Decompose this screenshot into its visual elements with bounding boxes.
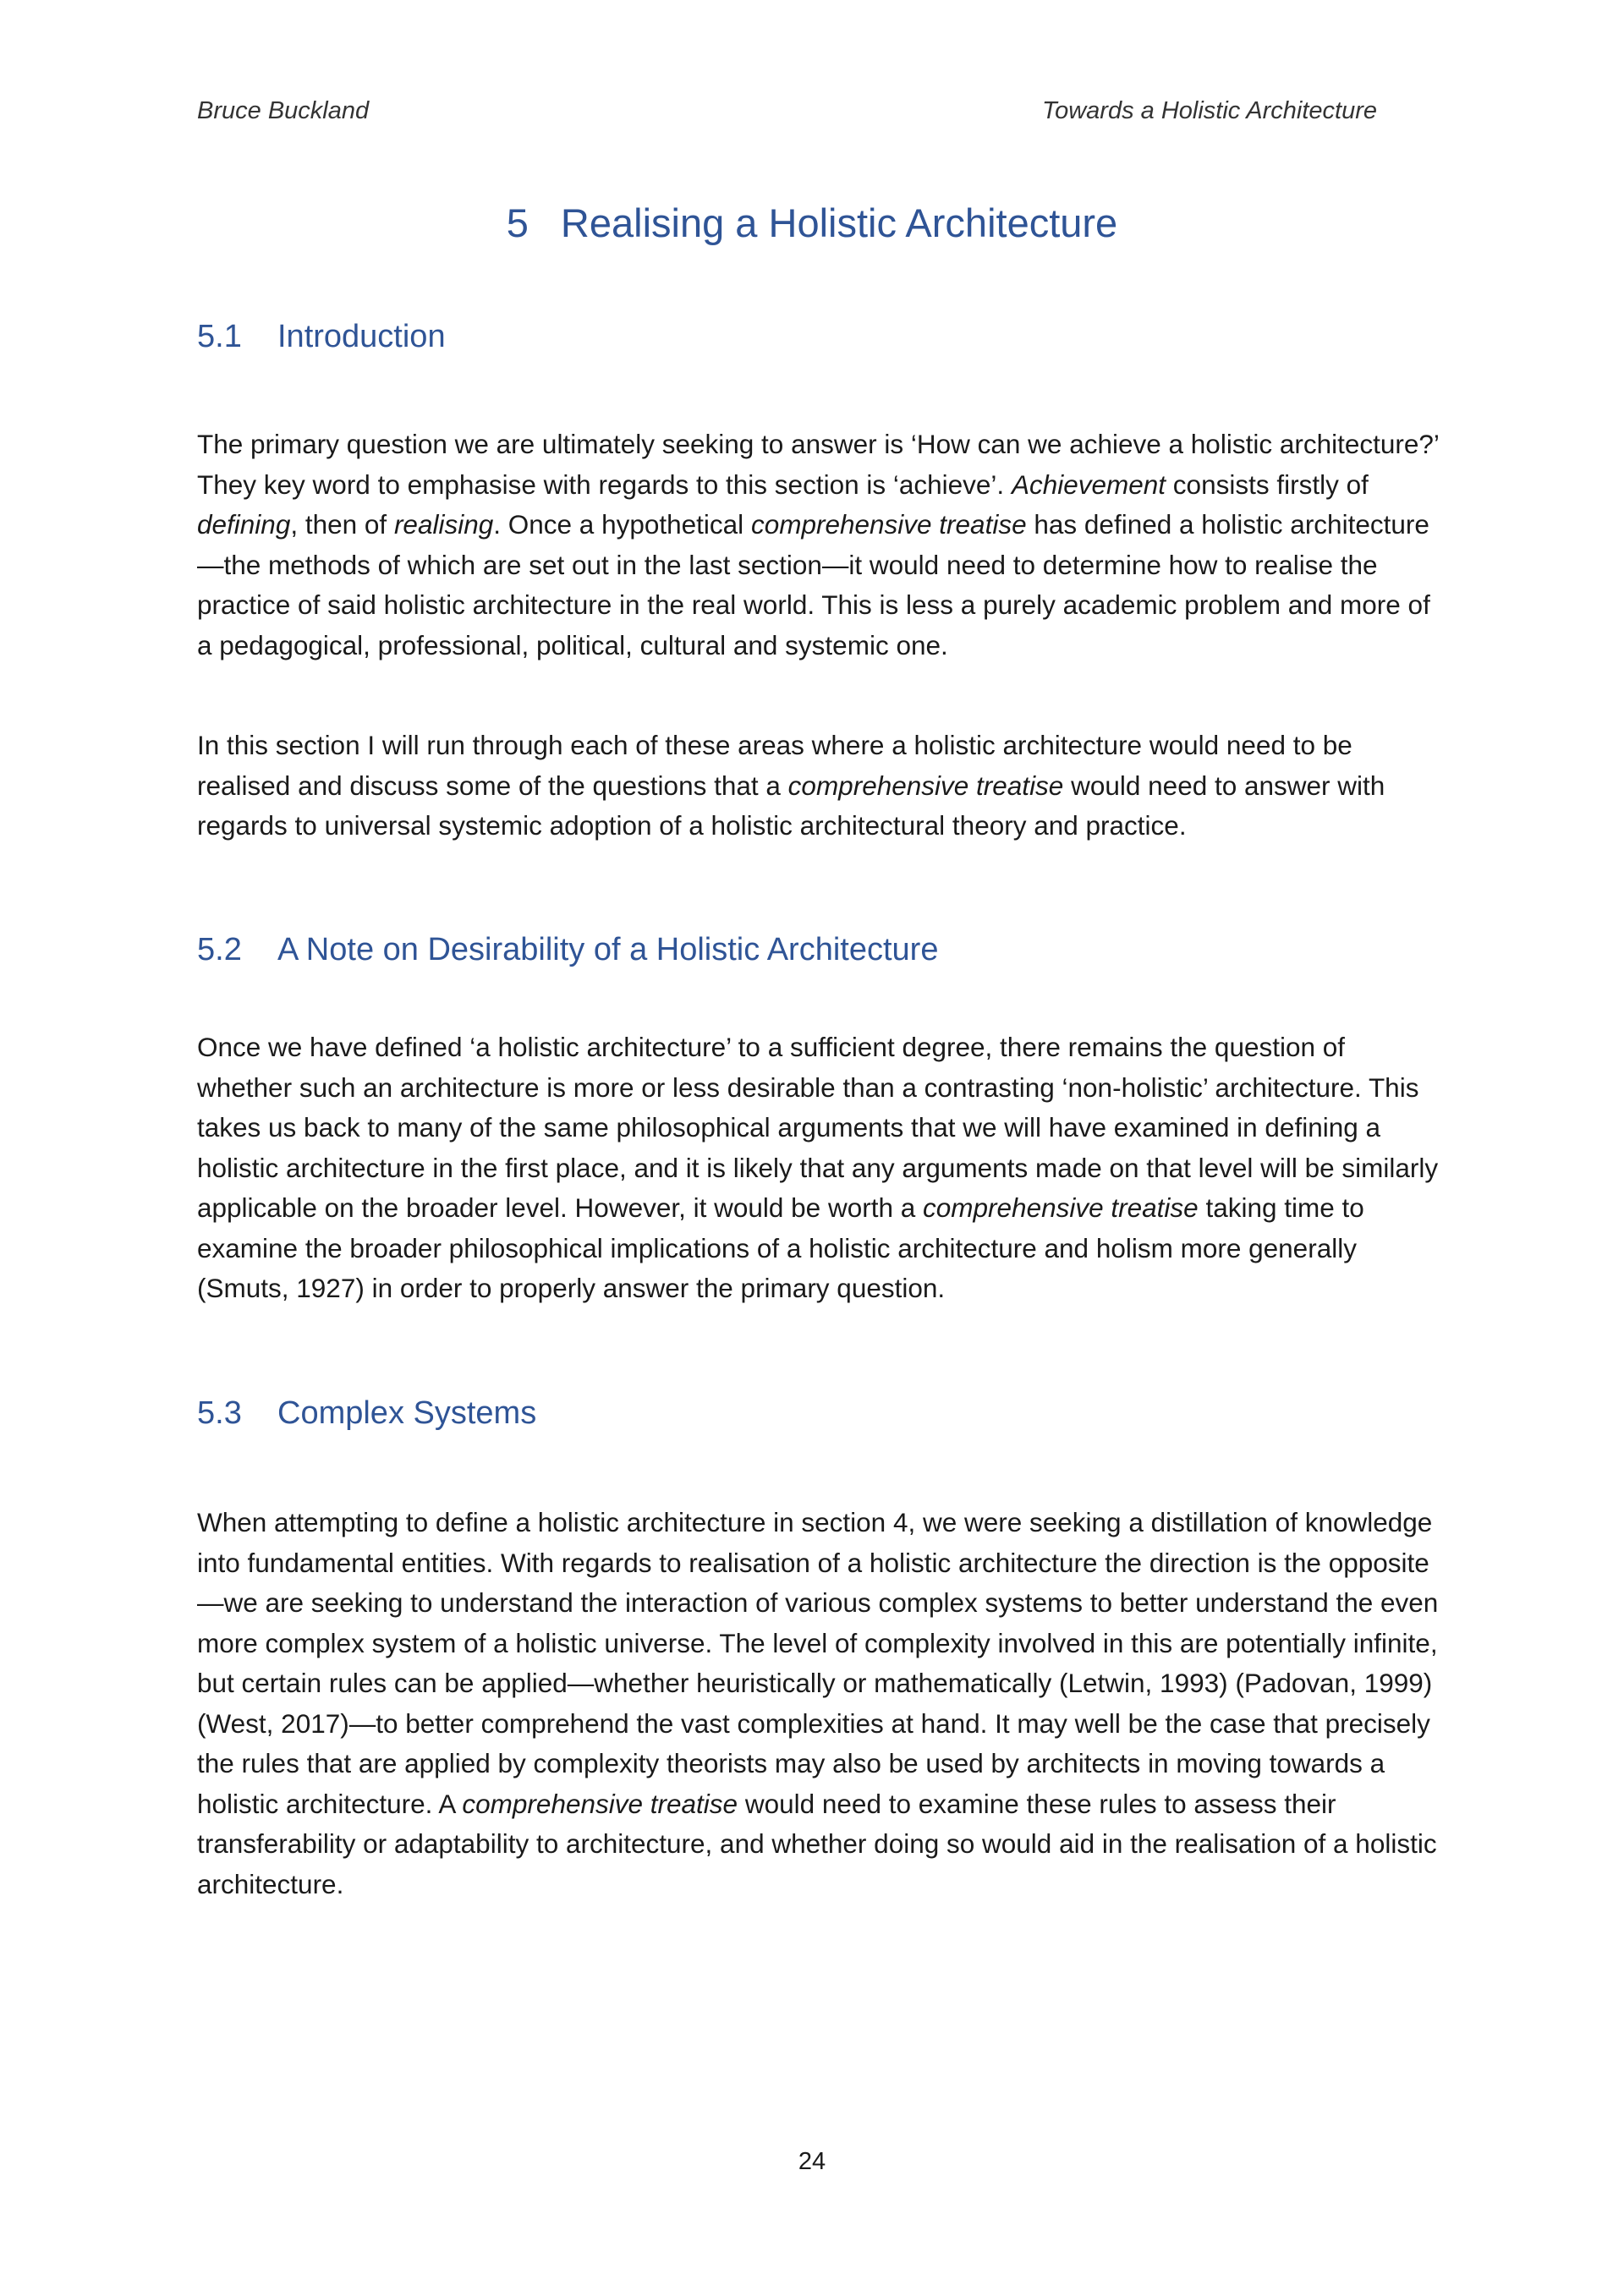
paragraph-intro-2: In this section I will run through each of these areas where a holistic architecture would need to be realised and discuss some of the questions that a comprehensive treatise would need to answer with regards to universal systemic adoption of a holistic architectural theory and practice.: [197, 730, 1385, 841]
section-number: 5.1: [197, 319, 242, 354]
chapter-title: [0, 200, 1624, 246]
section-heading-desirability: [197, 932, 938, 968]
section-title: Introduction: [277, 319, 446, 354]
section-title: A Note on Desirability of a Holistic Architecture: [277, 932, 939, 967]
section-number: 5.3: [197, 1395, 242, 1431]
paragraph-intro-1: The primary question we are ultimately seeking to answer is ‘How can we achieve a holistic architecture?’ They key word to emphasise with regards to this section is ‘achieve’. Achievement consists firstly of defining, then of realising. Once a hypothetical comprehensive treatise has defined a holistic architecture—the methods of which are set out in the last section—it would need to determine how to realise the practice of said holistic architecture in the real world. This is less a purely academic problem and more of a pedagogical, professional, political, cultural and systemic one.: [197, 429, 1439, 660]
section-heading-complex-systems: [197, 1395, 536, 1432]
section-number: 5.2: [197, 932, 242, 967]
header-author: Bruce Buckland: [197, 97, 370, 124]
running-header: [197, 97, 1377, 131]
header-title: Towards a Holistic Architecture: [1042, 97, 1377, 124]
page-number: 24: [798, 2148, 826, 2175]
chapter-title-text: Realising a Holistic Architecture: [560, 200, 1118, 245]
chapter-number: 5: [506, 200, 529, 245]
section-title: Complex Systems: [277, 1395, 537, 1431]
paragraph-complex-systems: When attempting to define a holistic architecture in section 4, we were seeking a distillation of knowledge into fundamental entities. With regards to realisation of a holistic architecture the direction is the opposite—we are seeking to understand the interaction of various complex systems to better understand the even more complex system of a holistic universe. The level of complexity involved in this are potentially infinite, but certain rules can be applied—whether heuristically or mathematically (Letwin, 1993) (Padovan, 1999) (West, 2017)—to better comprehend the vast complexities at hand. It may well be the case that precisely the rules that are applied by complexity theorists may also be used by architects in moving towards a holistic architecture. A comprehensive treatise would need to examine these rules to assess their transferability or adaptability to architecture, and whether doing so would aid in the realisation of a holistic architecture.: [197, 1507, 1439, 1899]
section-heading-introduction: [197, 319, 446, 355]
paragraph-desirability: Once we have defined ‘a holistic architecture’ to a sufficient degree, there remains the question of whether such an architecture is more or less desirable than a contrasting ‘non-holistic’ architecture. This takes us back to many of the same philosophical arguments that we will have examined in defining a holistic architecture in the first place, and it is likely that any arguments made on that level will be similarly applicable on the broader level. However, it would be worth a comprehensive treatise taking time to examine the broader philosophical implications of a holistic architecture and holism more generally (Smuts, 1927) in order to properly answer the primary question.: [197, 1032, 1439, 1303]
